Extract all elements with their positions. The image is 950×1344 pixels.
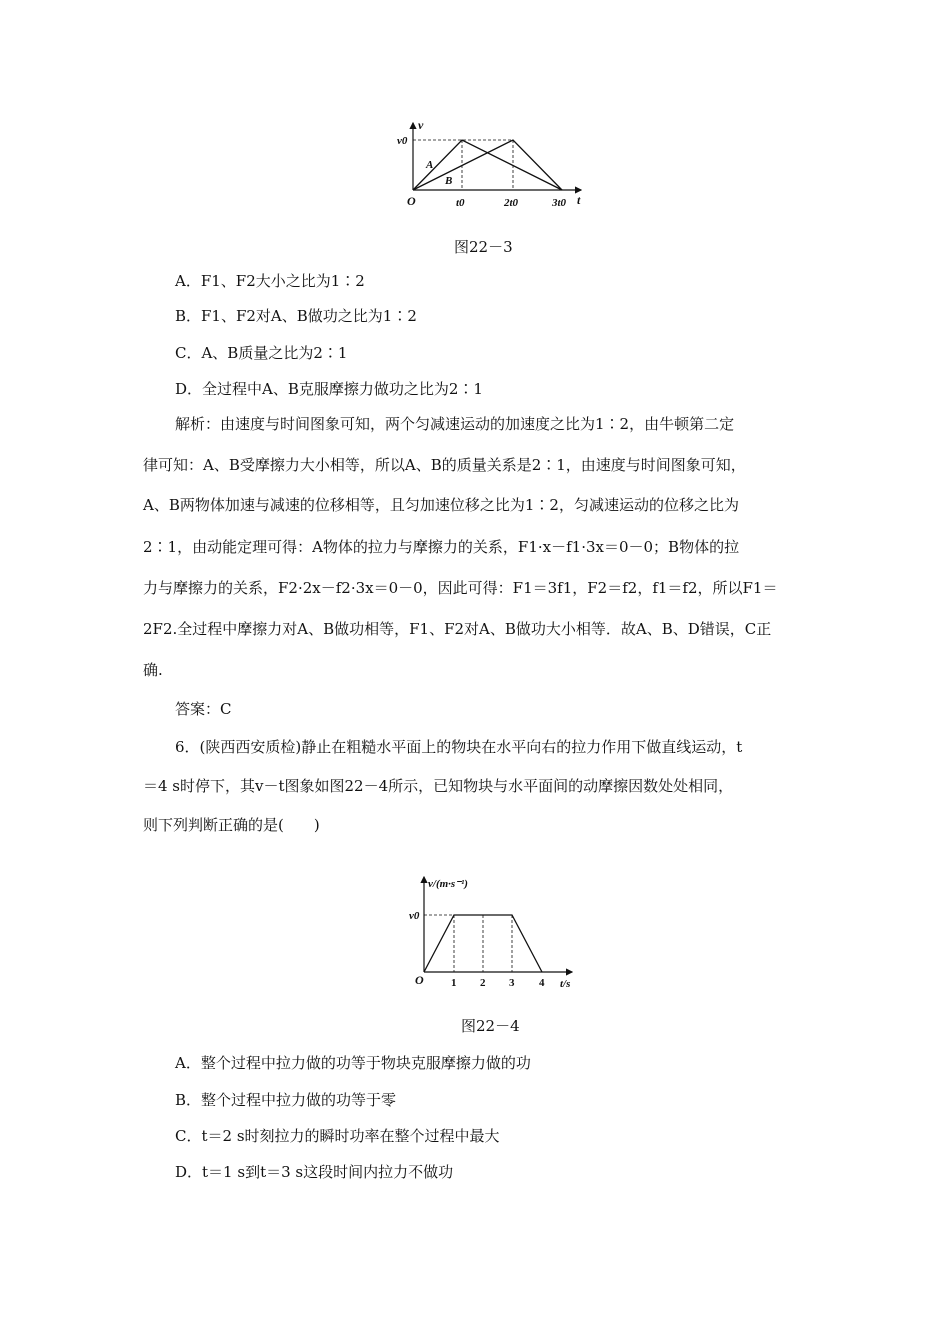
q6-option-c: C．t＝2 s时刻拉力的瞬时功率在整个过程中最大 xyxy=(175,1127,500,1145)
origin-label: O xyxy=(415,973,424,987)
figure-22-4-caption: 图22－4 xyxy=(461,1017,520,1035)
t-axis-label: t/s xyxy=(560,978,571,990)
t2-label: 2 xyxy=(480,977,486,989)
t1-label: 1 xyxy=(451,977,457,989)
q6-option-d: D．t＝1 s到t＝3 s这段时间内拉力不做功 xyxy=(175,1163,454,1181)
curve-b-label: B xyxy=(445,175,453,187)
analysis-line-1: 解析：由速度与时间图象可知，两个匀减速运动的加速度之比为1∶2，由牛顿第二定 xyxy=(175,415,735,433)
velocity-time-graph-2 xyxy=(408,873,588,993)
t-axis-label: t xyxy=(577,193,581,207)
analysis-line-4: 2∶1，由动能定理可得：A物体的拉力与摩擦力的关系，F1·x－f1·3x＝0－0；B物体的拉 xyxy=(143,538,740,556)
origin-label: O xyxy=(407,194,416,208)
t4-label: 4 xyxy=(539,977,545,989)
analysis-line-3: A、B两物体加速与减速的位移相等，且匀加速位移之比为1∶2，匀减速运动的位移之比为 xyxy=(143,496,739,514)
v-axis-label: v xyxy=(418,118,424,132)
q6-stem-line-1: 6．(陕西西安质检)静止在粗糙水平面上的物块在水平向右的拉力作用下做直线运动，t xyxy=(175,738,743,756)
curve-a xyxy=(413,140,562,190)
q6-stem-line-2: ＝4 s时停下，其v－t图象如图22－4所示，已知物块与水平面间的动摩擦因数处处相同， xyxy=(143,777,734,795)
q6-stem-line-3: 则下列判断正确的是( ) xyxy=(143,816,320,834)
q5-option-b: B．F1、F2对A、B做功之比为1∶2 xyxy=(175,307,417,325)
analysis-line-2: 律可知：A、B受摩擦力大小相等，所以A、B的质量关系是2∶1，由速度与时间图象可知， xyxy=(143,456,746,474)
analysis-line-7: 确. xyxy=(143,661,163,679)
v-axis-label: v/(m·s⁻¹) xyxy=(428,878,468,890)
t0-label: t0 xyxy=(456,197,465,209)
figure-22-3 xyxy=(395,118,595,213)
q5-option-c: C．A、B质量之比为2∶1 xyxy=(175,344,348,362)
figure-22-4 xyxy=(408,873,588,993)
q5-option-d: D．全过程中A、B克服摩擦力做功之比为2∶1 xyxy=(175,380,483,398)
t3-label: 3 xyxy=(509,977,515,989)
velocity-curve xyxy=(424,915,542,972)
q5-option-a: A．F1、F2大小之比为1∶2 xyxy=(175,272,365,290)
t3-label: 3t0 xyxy=(552,197,567,209)
velocity-time-graph-1 xyxy=(395,118,595,213)
q6-option-a: A．整个过程中拉力做的功等于物块克服摩擦力做的功 xyxy=(175,1054,531,1072)
q6-option-b: B．整个过程中拉力做的功等于零 xyxy=(175,1091,397,1109)
v0-label: v0 xyxy=(409,910,420,922)
curve-b xyxy=(413,140,562,190)
curve-a-label: A xyxy=(426,159,434,171)
analysis-line-5: 力与摩擦力的关系，F2·2x－f2·3x＝0－0，因此可得：F1＝3f1，F2＝f2，f1＝f2，所以F1＝ xyxy=(143,579,778,597)
analysis-line-6: 2F2.全过程中摩擦力对A、B做功相等，F1、F2对A、B做功大小相等．故A、B、D错误，C正 xyxy=(143,620,772,638)
q5-answer: 答案：C xyxy=(175,700,232,718)
t2-label: 2t0 xyxy=(504,197,519,209)
figure-22-3-caption: 图22－3 xyxy=(454,238,513,256)
v0-label: v0 xyxy=(397,135,408,147)
